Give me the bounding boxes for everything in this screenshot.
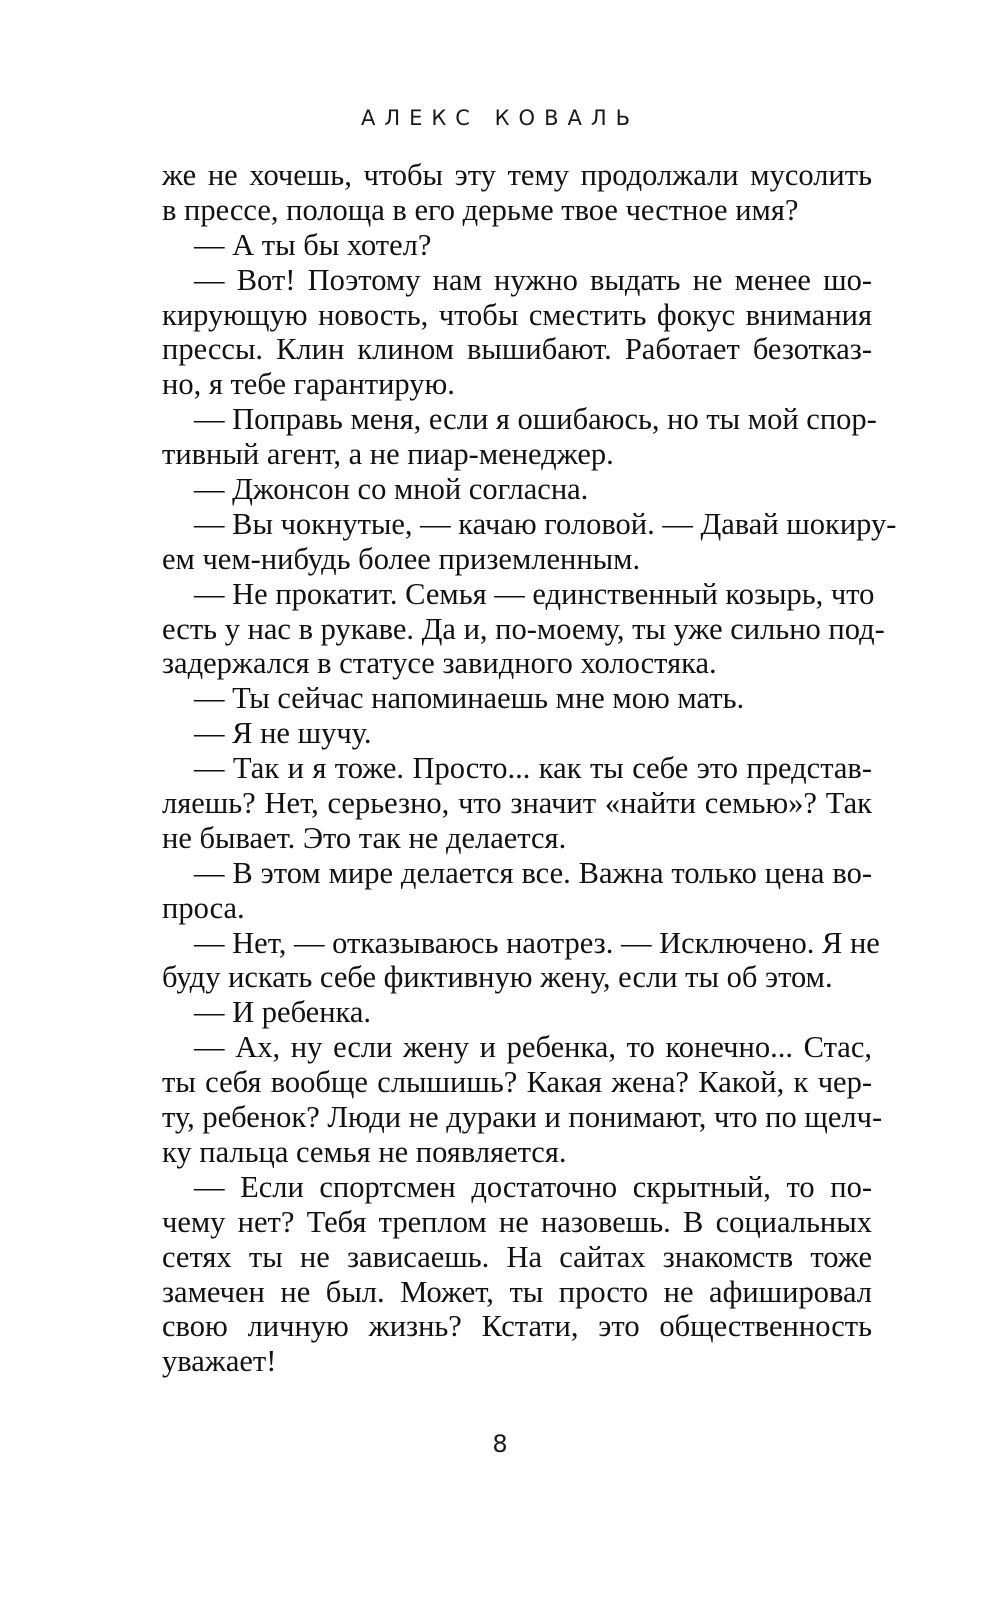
page-number: 8 bbox=[492, 1430, 508, 1458]
text-line: ляешь? Нет, серьезно, что значит «найти семью»? Так bbox=[162, 786, 872, 821]
text-line: — А ты бы хотел? bbox=[194, 227, 432, 262]
text-line: не бывает. Это так не делается. bbox=[162, 820, 567, 855]
text-line: в прессе, полоща в его дерьме твое честное имя? bbox=[162, 192, 799, 227]
text-line: — Не прокатит. Семья — единственный козырь, что bbox=[194, 576, 875, 611]
text-line: ку пальца семья не появляется. bbox=[162, 1134, 567, 1169]
text-line: же не хочешь, чтобы эту тему продолжали мусолить bbox=[162, 158, 872, 192]
text-line: ем чем-нибудь более приземленным. bbox=[162, 541, 641, 576]
text-line: — И ребенка. bbox=[194, 995, 372, 1030]
text-line: — Если спортсмен достаточно скрытный, то по- bbox=[194, 1169, 872, 1204]
running-head: АЛЕКС КОВАЛЬ bbox=[360, 106, 640, 130]
text-line: — Вот! Поэтому нам нужно выдать не менее шо- bbox=[194, 262, 872, 297]
text-line: прессы. Клин клином вышибают. Работает безотказ- bbox=[162, 332, 872, 367]
text-line: но, я тебе гарантирую. bbox=[162, 367, 455, 402]
text-line: чему нет? Тебя треплом не назовешь. В социальных bbox=[162, 1204, 872, 1239]
text-line: тивный агент, а не пиар-менеджер. bbox=[162, 437, 614, 472]
text-line: — Вы чокнутые, — качаю головой. — Давай шокиру- bbox=[194, 506, 897, 541]
text-line: буду искать себе фиктивную жену, если ты об этом. bbox=[162, 960, 833, 995]
text-line: ту, ребенок? Люди не дураки и понимают, что по щелч- bbox=[162, 1100, 883, 1135]
text-line: сетях ты не зависаешь. На сайтах знакомств тоже bbox=[162, 1239, 872, 1274]
text-line: — Ах, ну если жену и ребенка, то конечно... Стас, bbox=[194, 1030, 872, 1065]
text-line: свою личную жизнь? Кстати, это общественность bbox=[162, 1309, 872, 1344]
text-line: — В этом мире делается все. Важна только цена во- bbox=[194, 855, 872, 890]
text-line: проса. bbox=[162, 890, 245, 925]
text-line: — Я не шучу. bbox=[194, 716, 372, 751]
text-line: ты себя вообще слышишь? Какая жена? Какой, к чер- bbox=[162, 1065, 872, 1100]
text-line: — Так и я тоже. Просто... как ты себе это представ- bbox=[194, 751, 872, 786]
text-line: уважает! bbox=[162, 1344, 277, 1379]
text-line: замечен не был. Может, ты просто не афишировал bbox=[162, 1274, 872, 1309]
text-line: кирующую новость, чтобы сместить фокус внимания bbox=[162, 297, 872, 332]
body-text bbox=[162, 158, 897, 1379]
text-line: — Джонсон со мной согласна. bbox=[194, 472, 589, 507]
text-line: — Нет, — отказываюсь наотрез. — Исключено. Я не bbox=[194, 925, 880, 960]
text-line: — Ты сейчас напоминаешь мне мою мать. bbox=[194, 681, 745, 716]
text-line: есть у нас в рукаве. Да и, по-моему, ты уже сильно под- bbox=[162, 611, 885, 646]
text-line: задержался в статусе завидного холостяка. bbox=[162, 646, 717, 681]
text-line: — Поправь меня, если я ошибаюсь, но ты мой спор- bbox=[194, 402, 877, 437]
